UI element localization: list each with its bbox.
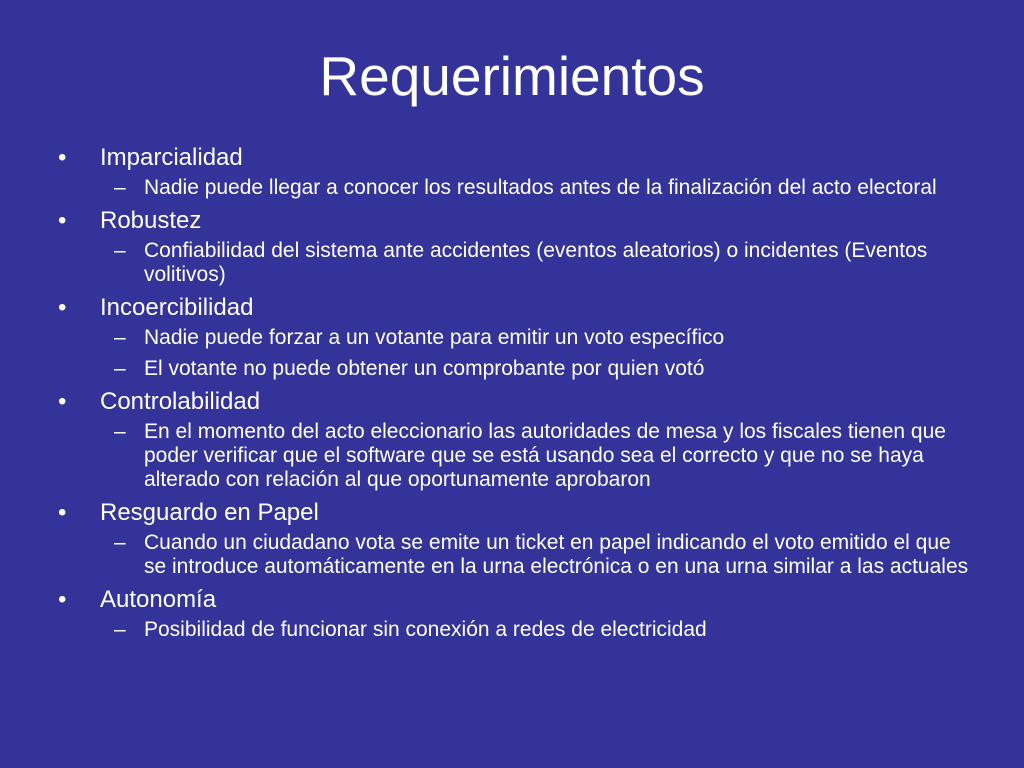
bullet-icon: • bbox=[58, 586, 67, 613]
list-item-imparcialidad bbox=[58, 144, 978, 200]
sublist-item bbox=[100, 357, 978, 381]
dash-icon: – bbox=[114, 326, 126, 349]
item-label: Controlabilidad bbox=[100, 388, 261, 415]
bullet-icon: • bbox=[58, 499, 67, 526]
sublist bbox=[100, 239, 978, 287]
dash-icon: – bbox=[114, 357, 126, 380]
list-item-resguardo-en-papel bbox=[58, 499, 978, 579]
sublist-item-text: Nadie puede llegar a conocer los resultados antes de la finalización del acto electoral bbox=[144, 176, 937, 199]
sublist-item-text: El votante no puede obtener un comprobante por quien votó bbox=[144, 357, 705, 380]
dash-icon: – bbox=[114, 618, 126, 641]
sublist bbox=[100, 531, 978, 579]
sublist-item-text: En el momento del acto eleccionario las autoridades de mesa y los fiscales tienen que poder verificar que el software que se está usando sea el correcto y que no se haya alterado con relación al que oportunamente aprobaron bbox=[144, 420, 946, 491]
dash-icon: – bbox=[114, 176, 126, 199]
sublist-item bbox=[100, 420, 978, 492]
sublist-item bbox=[100, 326, 978, 350]
item-label: Robustez bbox=[100, 207, 202, 234]
sublist bbox=[100, 176, 978, 200]
sublist-item-text: Posibilidad de funcionar sin conexión a redes de electricidad bbox=[144, 618, 707, 641]
item-label: Imparcialidad bbox=[100, 144, 243, 171]
sublist-item-text: Nadie puede forzar a un votante para emitir un voto específico bbox=[144, 326, 725, 349]
slide-title: Requerimientos bbox=[319, 45, 705, 107]
sublist bbox=[100, 618, 978, 642]
sublist-item bbox=[100, 176, 978, 200]
bullet-icon: • bbox=[58, 144, 67, 171]
item-label: Autonomía bbox=[100, 586, 217, 613]
sublist-item bbox=[100, 239, 978, 287]
sublist-item-text: Cuando un ciudadano vota se emite un ticket en papel indicando el voto emitido el que se introduce automáticamente en la urna electrónica o en una urna similar a las actuales bbox=[144, 531, 969, 578]
list-item-autonomia bbox=[58, 586, 978, 642]
sublist-item bbox=[100, 618, 978, 642]
requirements-list bbox=[58, 141, 978, 649]
sublist-item-text: Confiabilidad del sistema ante accidentes (eventos aleatorios) o incidentes (Eventos volitivos) bbox=[144, 239, 928, 286]
sublist bbox=[100, 326, 978, 381]
bullet-icon: • bbox=[58, 207, 67, 234]
list-item-incoercibilidad bbox=[58, 294, 978, 381]
dash-icon: – bbox=[114, 239, 126, 262]
sublist-item bbox=[100, 531, 978, 579]
item-label: Incoercibilidad bbox=[100, 294, 254, 321]
dash-icon: – bbox=[114, 420, 126, 443]
sublist bbox=[100, 420, 978, 492]
list-item-controlabilidad bbox=[58, 388, 978, 492]
bullet-icon: • bbox=[58, 388, 67, 415]
bullet-icon: • bbox=[58, 294, 67, 321]
dash-icon: – bbox=[114, 531, 126, 554]
item-label: Resguardo en Papel bbox=[100, 499, 319, 526]
list-item-robustez bbox=[58, 207, 978, 287]
